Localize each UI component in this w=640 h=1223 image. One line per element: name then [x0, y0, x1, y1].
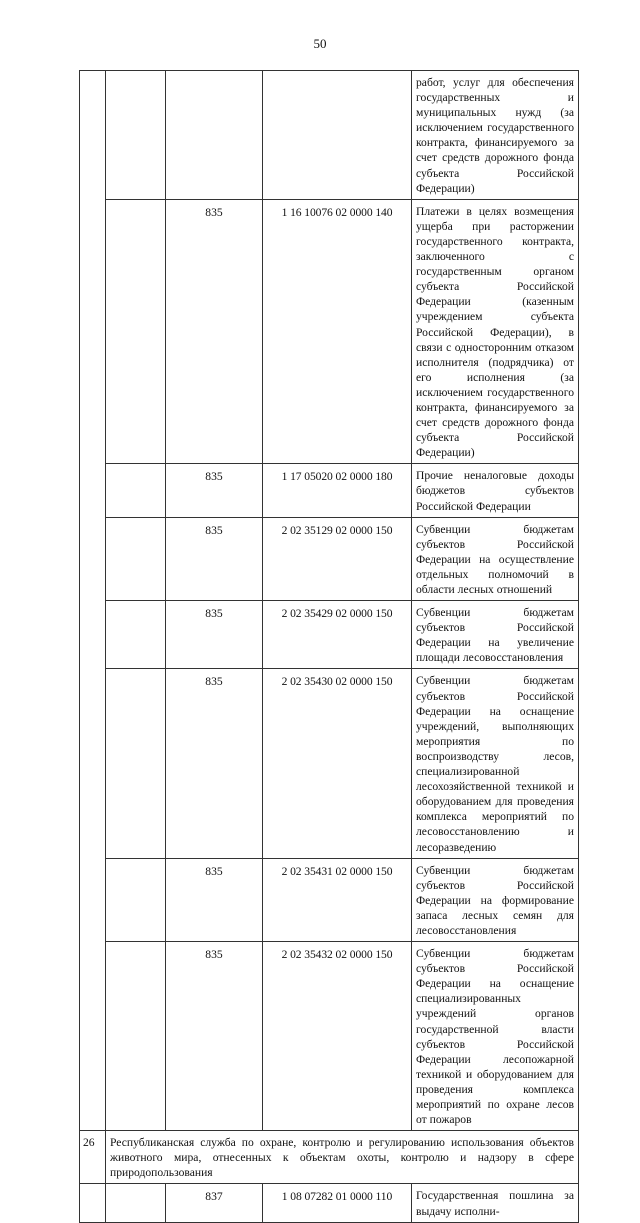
row-number-cell — [80, 71, 106, 200]
revenue-code-cell: 2 02 35430 02 0000 150 — [263, 669, 412, 858]
blank-cell — [106, 71, 166, 200]
revenue-code-cell: 1 16 10076 02 0000 140 — [263, 199, 412, 464]
revenue-code-cell: 2 02 35129 02 0000 150 — [263, 517, 412, 600]
admin-code-cell: 835 — [166, 517, 263, 600]
row-number-cell — [80, 517, 106, 600]
blank-cell — [106, 601, 166, 669]
admin-code-cell: 835 — [166, 464, 263, 517]
admin-code-cell: 835 — [166, 942, 263, 1131]
blank-cell — [106, 517, 166, 600]
blank-cell — [106, 942, 166, 1131]
revenue-description-cell: Государственная пошлина за выдачу исполни- — [412, 1184, 579, 1222]
row-number-cell — [80, 601, 106, 669]
revenue-code-cell: 1 08 07282 01 0000 110 — [263, 1184, 412, 1222]
table-row — [80, 1184, 579, 1222]
revenue-description-cell: Субвенции бюджетам субъектов Российской Федерации на увеличение площади лесовосстановления — [412, 601, 579, 669]
row-number-cell — [80, 1184, 106, 1222]
admin-code-cell: 835 — [166, 199, 263, 464]
table-row — [80, 71, 579, 200]
admin-code-cell: 835 — [166, 858, 263, 941]
table-row — [80, 601, 579, 669]
section-number-cell: 26 — [80, 1131, 106, 1184]
row-number-cell — [80, 199, 106, 464]
revenue-description-cell: Субвенции бюджетам субъектов Российской Федерации на формирование запаса лесных семян для лесовосстановления — [412, 858, 579, 941]
admin-code-cell: 837 — [166, 1184, 263, 1222]
row-number-cell — [80, 464, 106, 517]
page-number: 50 — [313, 36, 327, 51]
blank-cell — [106, 669, 166, 858]
revenue-description-cell: Субвенции бюджетам субъектов Российской Федерации на оснащение специализированных учреждений органов государственной власти субъектов Российской Федерации лесопожарной техникой и оборудованием для проведения комплекса мероприятий по охране лесов от пожаров — [412, 942, 579, 1131]
table-row — [80, 464, 579, 517]
revenue-code-cell: 2 02 35431 02 0000 150 — [263, 858, 412, 941]
row-number-cell — [80, 669, 106, 858]
section-title-cell: Республиканская служба по охране, контролю и регулированию использования объектов животного мира, отнесенных к объектам охоты, контролю и надзору в сфере природопользования — [106, 1131, 579, 1184]
admin-code-cell: 835 — [166, 669, 263, 858]
revenue-code-cell: 2 02 35429 02 0000 150 — [263, 601, 412, 669]
row-number-cell — [80, 942, 106, 1131]
blank-cell — [106, 199, 166, 464]
admin-code-cell: 835 — [166, 601, 263, 669]
revenue-code-cell: 1 17 05020 02 0000 180 — [263, 464, 412, 517]
revenue-description-cell: Платежи в целях возмещения ущерба при расторжении государственного контракта, заключенного с государственным органом субъекта Российской Федерации (казенным учреждением субъекта Российской Федерации), в связи с односторонним отказом исполнителя (подрядчика) от его исполнения (за исключением государственного контракта, финансируемого за счет средств дорожного фонда субъекта Российской Федерации) — [412, 199, 579, 464]
revenue-codes-table — [79, 70, 579, 1223]
revenue-description-cell: Прочие неналоговые доходы бюджетов субъектов Российской Федерации — [412, 464, 579, 517]
table-row — [80, 517, 579, 600]
revenue-code-cell: 2 02 35432 02 0000 150 — [263, 942, 412, 1131]
blank-cell — [106, 464, 166, 517]
table-row — [80, 942, 579, 1131]
row-number-cell — [80, 858, 106, 941]
revenue-code-cell — [263, 71, 412, 200]
section-row — [80, 1131, 579, 1184]
table-row — [80, 858, 579, 941]
table-row — [80, 199, 579, 464]
blank-cell — [106, 858, 166, 941]
revenue-description-cell: Субвенции бюджетам субъектов Российской Федерации на осуществление отдельных полномочий в области лесных отношений — [412, 517, 579, 600]
admin-code-cell — [166, 71, 263, 200]
revenue-description-cell: Субвенции бюджетам субъектов Российской Федерации на оснащение учреждений, выполняющих мероприятия по воспроизводству лесов, специализированной лесохозяйственной техникой и оборудованием для проведения комплекса мероприятий по лесовосстановлению и лесоразведению — [412, 669, 579, 858]
revenue-description-cell: работ, услуг для обеспечения государственных и муниципальных нужд (за исключением государственного контракта, финансируемого за счет средств дорожного фонда субъекта Российской Федерации) — [412, 71, 579, 200]
table-row — [80, 669, 579, 858]
blank-cell — [106, 1184, 166, 1222]
